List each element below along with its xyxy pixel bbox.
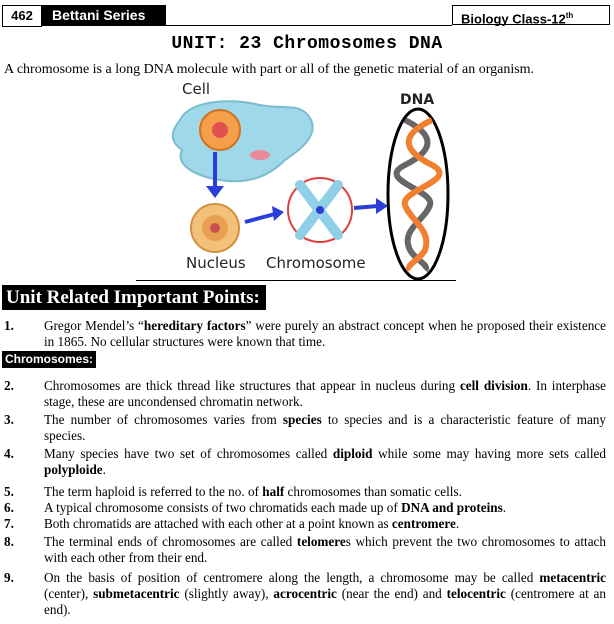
page-number: 462 xyxy=(2,5,42,27)
point-keyword: half xyxy=(262,484,285,499)
arrow-right-icon xyxy=(245,214,275,222)
arrow-head-icon xyxy=(376,198,388,214)
cell-dna-illustration xyxy=(160,80,460,282)
point-text-part: On the basis of position of centromere along the length, a chromosome may be called xyxy=(44,570,540,585)
point-text xyxy=(44,500,606,516)
point-text-part: (center), xyxy=(44,586,94,601)
header-rule xyxy=(166,25,452,26)
point-text-part: Many species have two set of chromosomes called xyxy=(44,446,333,461)
point-text xyxy=(44,516,606,532)
point-keyword: polyploide xyxy=(44,462,103,477)
point-text-part: . xyxy=(102,462,106,477)
section-title: Unit Related Important Points: xyxy=(2,285,266,310)
dna-label: DNA xyxy=(400,92,435,108)
centromere-icon xyxy=(316,206,324,214)
arrow-right-icon xyxy=(354,206,378,208)
point-text xyxy=(44,570,606,618)
point-number: 8. xyxy=(4,534,14,549)
point-text-part: Chromosomes are thick thread like structures that appear in nucleus during xyxy=(44,378,460,393)
point-text-part: . xyxy=(502,500,507,515)
point-keyword: metacentric xyxy=(539,570,606,585)
subsection-title: Chromosomes: xyxy=(2,351,96,368)
series-label: Bettani Series xyxy=(42,5,166,26)
organelle-icon xyxy=(250,150,270,160)
point-text-part: The number of chromosomes varies from xyxy=(44,412,283,427)
point-keyword: submetacentric xyxy=(93,586,180,601)
class-label-sup: th xyxy=(565,11,574,20)
point-text xyxy=(44,534,606,566)
unit-title: UNIT: 23 Chromosomes DNA xyxy=(171,34,443,54)
class-label-text: Biology Class-12 xyxy=(461,11,566,27)
point-text-part: The term haploid is referred to the no. of xyxy=(44,484,263,499)
point-text xyxy=(44,446,606,478)
point-text-part: while some may having more sets called xyxy=(372,446,606,461)
point-text-part: chromosomes than somatic cells. xyxy=(284,484,462,499)
point-text-part: s which prevent the two chromosomes to attach with each other from their end. xyxy=(44,534,606,565)
point-text-part: A typical chromosome consists of two chromatids each made up of xyxy=(44,500,402,515)
point-text-part: . In interphase stage, these are uncondensed chromatin network. xyxy=(44,378,606,409)
point-keyword: diploid xyxy=(332,446,373,461)
point-text-part: . xyxy=(455,516,460,531)
illustration-svg xyxy=(160,80,460,280)
point-text-part: (slightly away), xyxy=(179,586,274,601)
point-keyword: telocentric xyxy=(446,586,506,601)
arrow-head-icon xyxy=(206,186,224,198)
point-number: 4. xyxy=(4,446,14,461)
point-keyword: cell division xyxy=(459,378,528,393)
point-number: 3. xyxy=(4,412,14,427)
point-text-part: (centromere at an end). xyxy=(44,586,606,617)
nucleolus-icon xyxy=(210,223,220,233)
point-text xyxy=(44,318,606,350)
point-number: 1. xyxy=(4,318,14,333)
point-text-part: to species and is a characteristic feature of many species. xyxy=(44,412,606,443)
point-keyword: hereditary factors xyxy=(143,318,246,333)
point-number: 5. xyxy=(4,484,14,499)
point-keyword: telomere xyxy=(296,534,346,549)
point-number: 6. xyxy=(4,500,14,515)
point-text-part: ” were purely an abstract concept when he proposed their existence in 1865. No cellular structures were known that time. xyxy=(44,318,606,349)
cell-icon xyxy=(173,101,313,181)
point-text xyxy=(44,378,606,410)
chromosome-label: Chromosome xyxy=(266,254,366,272)
class-label xyxy=(452,5,610,25)
point-text-part: Both chromatids are attached with each other at a point known as xyxy=(44,516,392,531)
cell-label: Cell xyxy=(182,80,211,98)
point-number: 7. xyxy=(4,516,14,531)
nucleolus-icon xyxy=(212,122,228,138)
point-keyword: species xyxy=(282,412,322,427)
intro-text: A chromosome is a long DNA molecule with part or all of the genetic material of an organism. xyxy=(4,62,535,77)
point-number: 9. xyxy=(4,570,14,585)
point-number: 2. xyxy=(4,378,14,393)
page-header xyxy=(0,4,614,26)
point-keyword: centromere xyxy=(391,516,456,531)
point-keyword: acrocentric xyxy=(273,586,337,601)
point-text-part: The terminal ends of chromosomes are called xyxy=(44,534,297,549)
point-text-part: (near the end) and xyxy=(336,586,447,601)
arrow-head-icon xyxy=(272,206,284,221)
point-text-part: Gregor Mendel’s “ xyxy=(44,318,144,333)
nucleus-label: Nucleus xyxy=(186,254,246,272)
illustration-rule xyxy=(136,280,456,281)
point-keyword: DNA and proteins xyxy=(401,500,503,515)
point-text xyxy=(44,412,606,444)
point-text xyxy=(44,484,606,500)
